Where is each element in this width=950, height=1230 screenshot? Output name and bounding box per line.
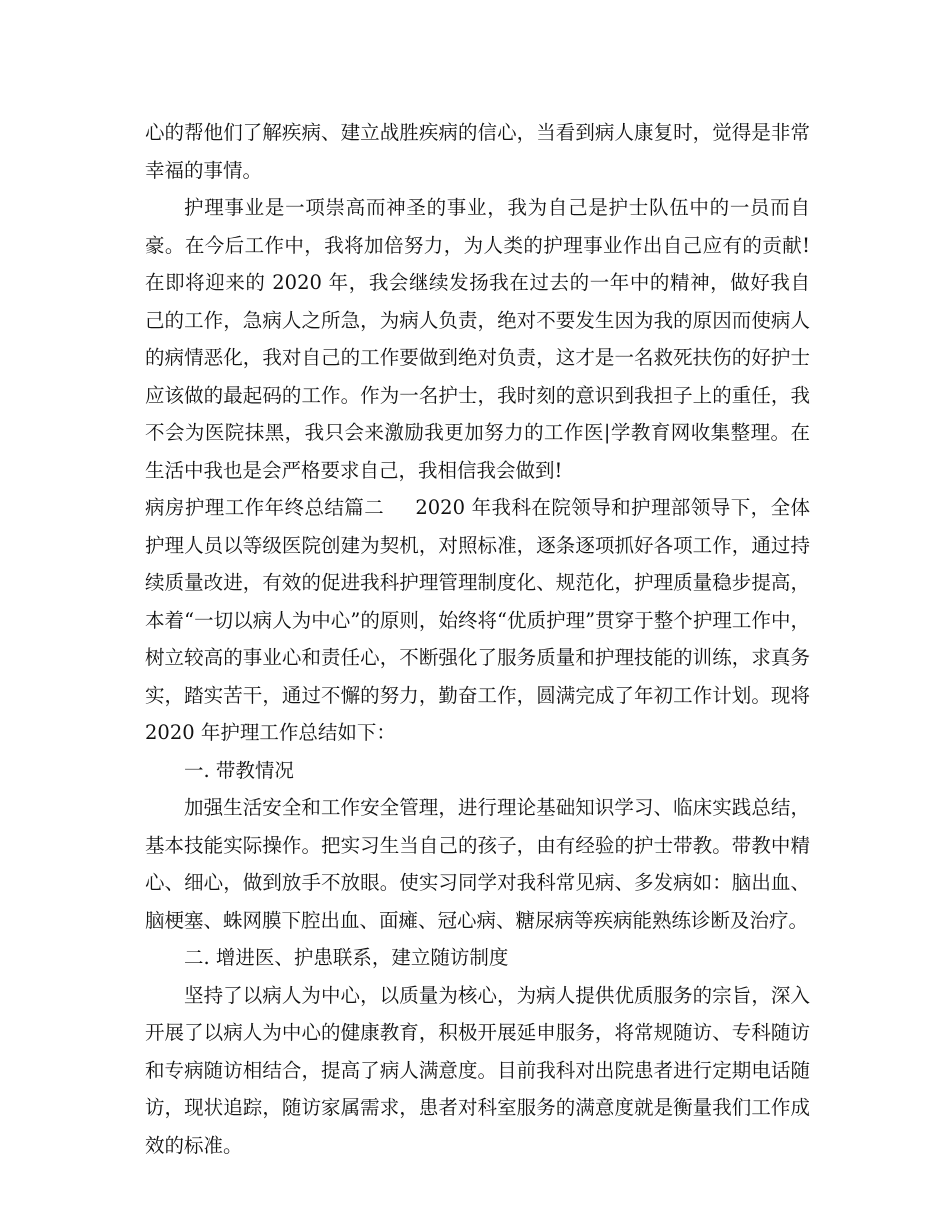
subsection-text-followup: 坚持了以病人为中心，以质量为核心，为病人提供优质服务的宗旨，深入开展了以病人为中心的健康教育，积极开展延申服务，将常规随访、专科随访和专病随访相结合，提高了病人满意度。目前我科对出院患者进行定期电话随访，现状追踪，随访家属需求，患者对科室服务的满意度就是衡量我们工作成效的标准。	[145, 983, 810, 1157]
paragraph-nursing-career: 护理事业是一项崇高而神圣的事业，我为自己是护士队伍中的一员而自豪。在今后工作中，我将加倍努力，为人类的护理事业作出自己应有的贡献!在即将迎来的 2020 年，我会继续发扬我在过去的一年中的精神，做好我自己的工作，急病人之所急，为病人负责，绝对不要发生因为我的原因而使病人的病情恶化，我对自己的工作要做到绝对负责，这才是一名救死扶伤的好护士应该做的最起码的工作。作为一名护士，我时刻的意识到我担子上的重任，我不会为医院抹黑，我只会来激励我更加努力的工作医|学教育网收集整理。在生活中我也是会严格要求自己，我相信我会做到!	[145, 196, 810, 482]
section-two-title: 病房护理工作年终总结篇二	[145, 496, 385, 519]
section-two-text: 2020 年我科在院领导和护理部领导下，全体护理人员以等级医院创建为契机，对照标准，逐条逐项抓好各项工作，通过持续质量改进，有效的促进我科护理管理制度化、规范化，护理质量稳步提高，本着“一切以病人为中心”的原则，始终将“优质护理”贯穿于整个护理工作中，树立较高的事业心和责任心，不断强化了服务质量和护理技能的训练，求真务实，踏实苦干，通过不懈的努力，勤奋工作，圆满完成了年初工作计划。现将 2020 年护理工作总结如下：	[145, 496, 810, 744]
subsection-heading-followup: 二. 增进医、护患联系，建立随访制度	[184, 946, 509, 969]
document-body	[145, 114, 810, 1164]
subsection-text-teaching: 加强生活安全和工作安全管理，进行理论基础知识学习、临床实践总结，基本技能实际操作。把实习生当自己的孩子，由有经验的护士带教。带教中精心、细心，做到放手不放眼。使实习同学对我科常见病、多发病如：脑出血、脑梗塞、蛛网膜下腔出血、面瘫、冠心病、糖尿病等疾病能熟练诊断及治疗。	[145, 796, 810, 932]
paragraph-continuation: 心的帮他们了解疾病、建立战胜疾病的信心，当看到病人康复时，觉得是非常幸福的事情。	[145, 121, 810, 182]
section-two-paragraph	[145, 489, 810, 752]
subsection-heading-teaching: 一. 带教情况	[184, 758, 294, 782]
